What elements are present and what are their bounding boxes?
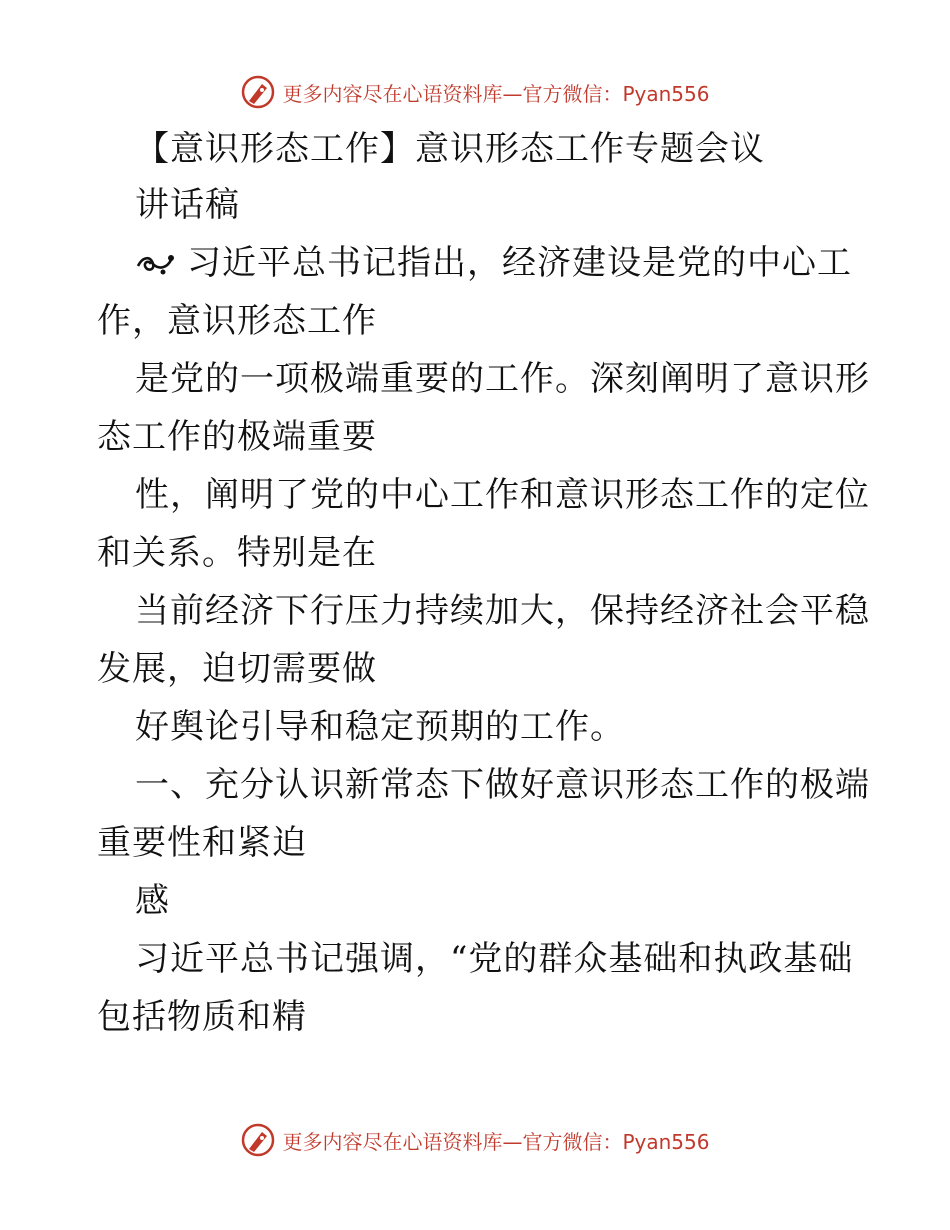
- paragraph-line: 是党的一项极端重要的工作。深刻阐明了意识形: [135, 359, 870, 399]
- paragraph-line: 和关系。特别是在: [97, 533, 377, 573]
- section-heading: 一、充分认识新常态下做好意识形态工作的极端: [135, 765, 870, 805]
- paragraph-line: 包括物质和精: [97, 997, 307, 1037]
- paragraph-line: 态工作的极端重要: [97, 417, 377, 457]
- ornament-icon: [135, 248, 177, 278]
- paragraph-line: 当前经济下行压力持续加大，保持经济社会平稳: [135, 591, 870, 631]
- paragraph-line: [135, 240, 852, 286]
- paragraph-line: 好舆论引导和稳定预期的工作。: [135, 707, 625, 747]
- section-heading-continued: 感: [135, 881, 170, 921]
- footer-banner-text: 更多内容尽在心语资料库—官方微信：Pyan556: [282, 1129, 710, 1154]
- paragraph-line: 作，意识形态工作: [97, 301, 377, 341]
- footer-banner: [0, 1118, 950, 1162]
- paragraph-text: 习近平总书记指出，经济建设是党的中心工: [187, 243, 852, 283]
- paragraph-line: 习近平总书记强调，“党的群众基础和执政基础: [135, 939, 854, 979]
- section-heading-continued: 重要性和紧迫: [97, 823, 307, 863]
- document-title-continued: 讲话稿: [135, 185, 240, 225]
- paragraph-line: 发展，迫切需要做: [97, 649, 377, 689]
- header-banner-text: 更多内容尽在心语资料库—官方微信：Pyan556: [282, 81, 710, 106]
- paragraph-line: 性，阐明了党的中心工作和意识形态工作的定位: [135, 475, 870, 515]
- pen-logo-icon: [240, 1122, 276, 1158]
- document-title: 【意识形态工作】意识形态工作专题会议: [135, 129, 765, 169]
